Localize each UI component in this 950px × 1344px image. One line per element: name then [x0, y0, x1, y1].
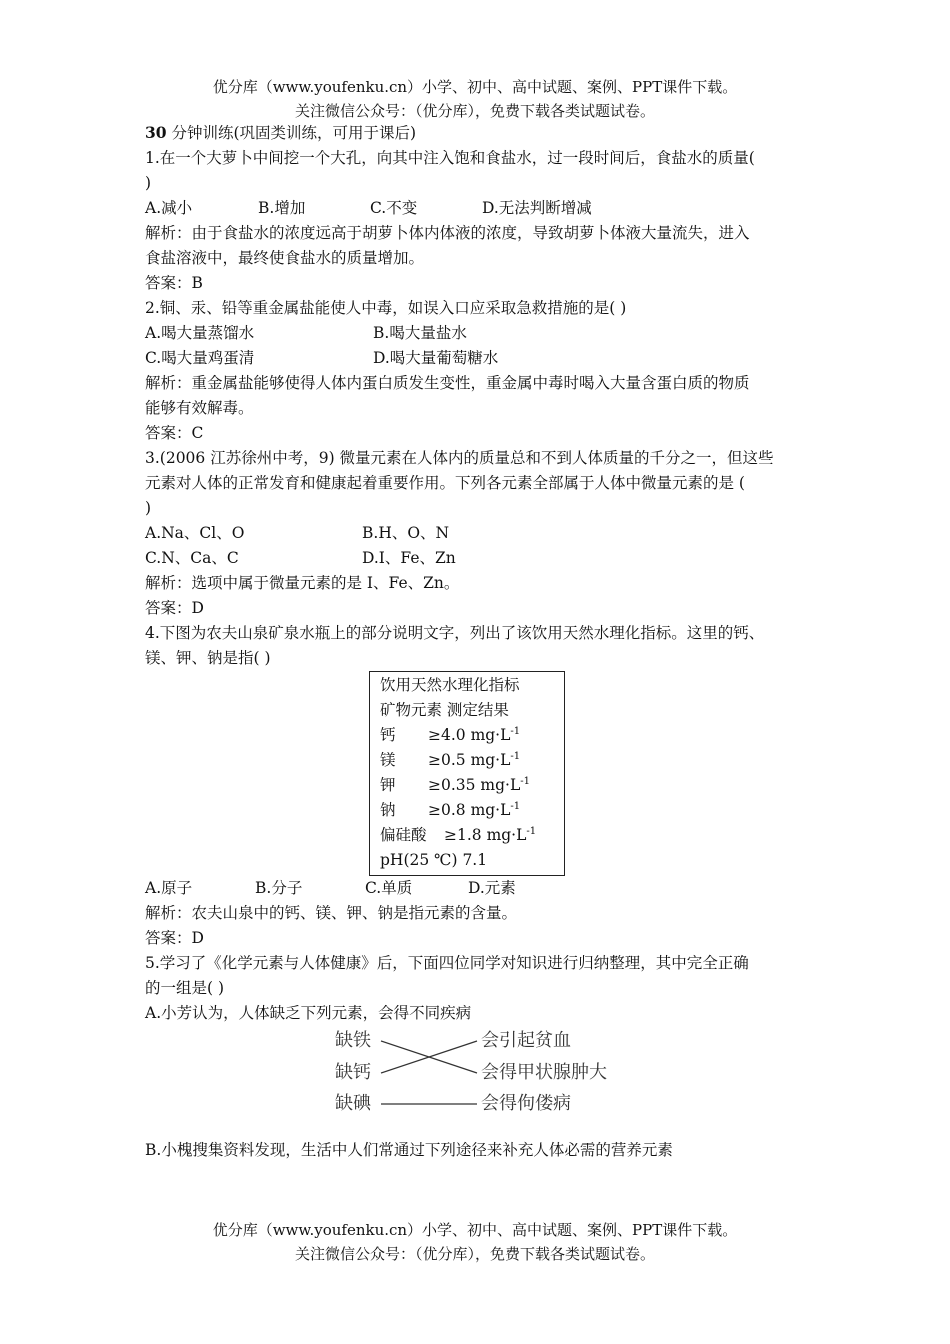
table-row-metasilicic-acid	[380, 823, 564, 848]
deficiency-matching-diagram	[335, 1028, 635, 1120]
mineral-name: 钠	[380, 801, 396, 819]
q3-stem-2: 元素对人体的正常发育和健康起着重要作用。下列各元素全部属于人体中微量元素的是 (	[145, 474, 745, 492]
table-title: 饮用天然水理化指标	[380, 676, 520, 694]
q3-option-b: B.H、O、N	[362, 524, 450, 542]
mineral-value: ≥0.8 mg·L	[428, 801, 511, 819]
q5-stem-1: 5.学习了《化学元素与人体健康》后，下面四位同学对知识进行归纳整理，其中完全正确	[145, 954, 749, 972]
q2-option-b: B.喝大量盐水	[373, 324, 467, 342]
right-anemia: 会引起贫血	[481, 1030, 571, 1051]
mineral-unit-exp: -1	[526, 826, 537, 837]
q4-options	[145, 876, 810, 901]
mineral-value: ≥0.35 mg·L	[428, 776, 521, 794]
footer-line-2: 关注微信公众号：（优分库），免费下载各类试题试卷。	[294, 1245, 655, 1263]
table-row-magnesium	[380, 748, 564, 773]
q2-analysis-1: 解析：重金属盐能够使得人体内蛋白质发生变性，重金属中毒时喝入大量含蛋白质的物质	[145, 374, 750, 392]
q2-stem: 2.铜、汞、铅等重金属盐能使人中毒，如误入口应采取急救措施的是( )	[145, 299, 627, 317]
q2-options-row-2	[145, 346, 810, 371]
q4-option-c: C.单质	[365, 879, 413, 897]
table-row-ph: pH(25 ℃) 7.1	[380, 851, 488, 869]
mineral-name: 镁	[380, 751, 396, 769]
q2-answer: 答案：C	[145, 424, 204, 442]
q3-option-a: A.Na、Cl、O	[145, 524, 245, 542]
mineral-name: 钾	[380, 776, 396, 794]
q3-analysis: 解析：选项中属于微量元素的是 I、Fe、Zn。	[145, 574, 460, 592]
header-line-2: 关注微信公众号：（优分库），免费下载各类试题试卷。	[294, 102, 655, 120]
mineral-unit-exp: -1	[510, 751, 521, 762]
q2-option-d: D.喝大量葡萄糖水	[373, 349, 499, 367]
q1-option-b: B.增加	[258, 199, 306, 217]
q2-option-a: A.喝大量蒸馏水	[145, 324, 255, 342]
q1-stem-1: 1.在一个大萝卜中间挖一个大孔，向其中注入饱和食盐水，过一段时间后，食盐水的质量(	[145, 149, 755, 167]
page-header	[0, 75, 950, 123]
q4-analysis: 解析：农夫山泉中的钙、镁、钾、钠是指元素的含量。	[145, 904, 518, 922]
left-calcium-deficiency: 缺钙	[335, 1062, 371, 1083]
mineral-value: ≥4.0 mg·L	[428, 726, 511, 744]
table-row-potassium	[380, 773, 564, 798]
q3-stem-3: )	[145, 499, 152, 517]
left-iodine-deficiency: 缺碘	[335, 1093, 371, 1114]
table-row-calcium	[380, 723, 564, 748]
page-footer	[0, 1218, 950, 1266]
q1-analysis-2: 食盐溶液中，最终使食盐水的质量增加。	[145, 249, 425, 267]
left-iron-deficiency: 缺铁	[335, 1030, 371, 1051]
mineral-unit-exp: -1	[520, 776, 531, 787]
footer-line-1: 优分库（www.youfenku.cn）小学、初中、高中试题、案例、PPT课件下载。	[212, 1221, 738, 1239]
section-title	[145, 120, 810, 146]
q1-analysis-1: 解析：由于食盐水的浓度远高于胡萝卜体内体液的浓度，导致胡萝卜体液大量流失，进入	[145, 224, 750, 242]
q2-analysis-2: 能够有效解毒。	[145, 399, 254, 417]
q2-option-c: C.喝大量鸡蛋清	[145, 349, 255, 367]
q1-option-d: D.无法判断增减	[482, 199, 592, 217]
q4-option-b: B.分子	[255, 879, 303, 897]
q4-answer: 答案：D	[145, 929, 204, 947]
q4-stem-1: 4.下图为农夫山泉矿泉水瓶上的部分说明文字，列出了该饮用天然水理化指标。这里的钙、	[145, 624, 765, 642]
mineral-unit-exp: -1	[510, 801, 521, 812]
q4-stem-2: 镁、钾、钠是指( )	[145, 649, 271, 667]
right-rickets: 会得佝偻病	[481, 1093, 571, 1114]
worksheet-body	[145, 120, 810, 1163]
q5-option-b: B.小槐搜集资料发现，生活中人们常通过下列途径来补充人体必需的营养元素	[145, 1141, 673, 1159]
q4-option-a: A.原子	[145, 879, 193, 897]
section-title-bold: 30	[145, 123, 167, 142]
q1-option-a: A.减小	[145, 199, 193, 217]
q5-stem-2: 的一组是( )	[145, 979, 225, 997]
q1-options	[145, 196, 810, 221]
mineral-name: 偏硅酸	[380, 826, 427, 844]
mineral-value: ≥0.5 mg·L	[428, 751, 511, 769]
q4-option-d: D.元素	[468, 879, 516, 897]
q1-answer: 答案：B	[145, 274, 203, 292]
q3-options-row-2	[145, 546, 810, 571]
mineral-unit-exp: -1	[510, 726, 521, 737]
right-goiter: 会得甲状腺肿大	[481, 1062, 607, 1083]
q3-option-d: D.I、Fe、Zn	[362, 549, 456, 567]
q3-stem-1: 3.(2006 江苏徐州中考，9) 微量元素在人体内的质量总和不到人体质量的千分之一，但这些	[145, 449, 774, 467]
mineral-water-table	[369, 671, 565, 876]
q5-option-a: A.小芳认为，人体缺乏下列元素，会得不同疾病	[145, 1004, 472, 1022]
q3-option-c: C.N、Ca、C	[145, 549, 239, 567]
mineral-name: 钙	[380, 726, 396, 744]
q1-stem-2: )	[145, 174, 152, 192]
table-header: 矿物元素 测定结果	[380, 701, 509, 719]
mineral-value: ≥1.8 mg·L	[444, 826, 527, 844]
q3-answer: 答案：D	[145, 599, 204, 617]
q3-options-row-1	[145, 521, 810, 546]
table-row-sodium	[380, 798, 564, 823]
header-line-1: 优分库（www.youfenku.cn）小学、初中、高中试题、案例、PPT课件下载。	[212, 78, 738, 96]
q1-option-c: C.不变	[370, 199, 418, 217]
section-title-rest: 分钟训练(巩固类训练，可用于课后)	[166, 124, 417, 142]
q2-options-row-1	[145, 321, 810, 346]
